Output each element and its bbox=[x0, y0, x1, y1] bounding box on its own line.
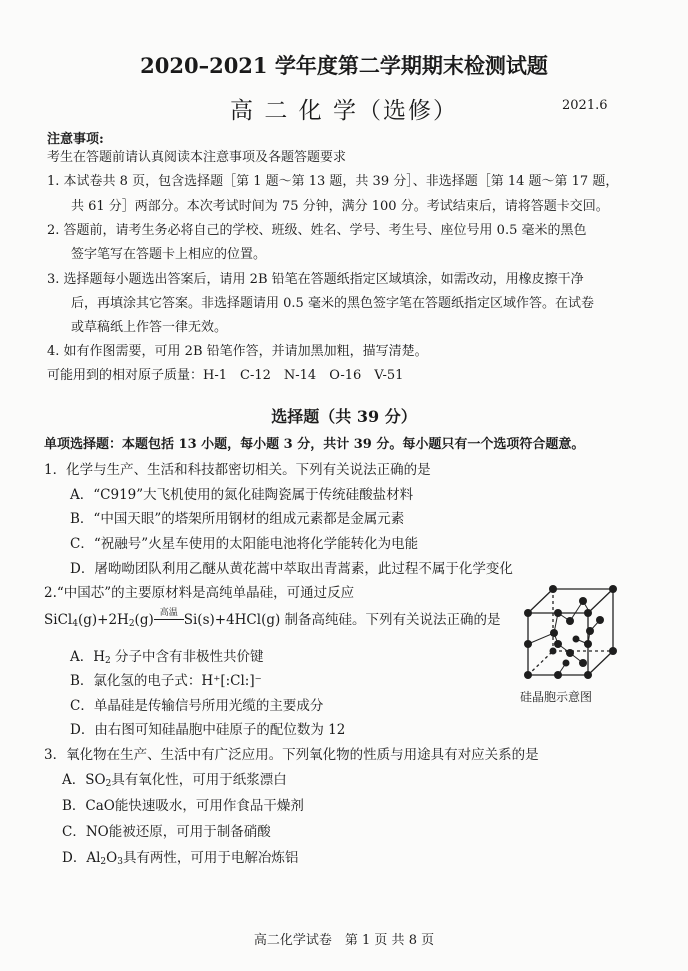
q3-d-sub: 2 bbox=[100, 857, 107, 867]
section-instruction: 单项选择题：本题包括 13 小题，每小题 3 分，共计 39 分。每小题只有一个选项符合题意。 bbox=[44, 437, 585, 452]
hcl-electron-formula: H⁺[:Cl:]⁻ bbox=[201, 673, 262, 689]
notes-line: 后，再填涂其它答案。非选择题请用 0.5 毫米的黑色签字笔在答题纸指定区域作答。在试卷 bbox=[71, 296, 594, 311]
q3-option-b: B．CaO能快速吸水，可用作食品干燥剂 bbox=[62, 798, 304, 814]
q3-option-d bbox=[62, 846, 298, 867]
section-title: 选择题（共 39 分） bbox=[271, 407, 417, 426]
page-footer: 高二化学试卷 第 1 页 共 8 页 bbox=[253, 933, 435, 948]
atomic-masses: 可能用到的相对原子质量：H-1 C-12 N-14 O-16 V-51 bbox=[47, 368, 404, 383]
q2-equation bbox=[44, 608, 501, 629]
q2-option-b bbox=[70, 669, 262, 689]
eq-reactant-c: (g) bbox=[134, 612, 154, 628]
q2-a-part: A．H bbox=[70, 649, 106, 665]
eq-subscript: 4 bbox=[72, 619, 78, 629]
notes-line: 共 61 分］两部分。本次考试时间为 75 分钟，满分 100 分。考试结束后，请将答题卡交回。 bbox=[71, 199, 609, 214]
notes-line: 3. 选择题每小题选出答案后，请用 2B 铅笔在答题纸指定区域填涂，如需改动，用橡皮擦干净 bbox=[47, 272, 584, 287]
q1-option-b: B．“中国天眼”的塔架所用钢材的组成元素都是金属元素 bbox=[70, 511, 405, 527]
q3-stem: 3．氧化物在生产、生活中有广泛应用。下列氧化物的性质与用途具有对应关系的是 bbox=[44, 747, 539, 763]
notes-line: 或草稿纸上作答一律无效。 bbox=[71, 320, 228, 335]
q2-b-text: B．氯化氢的电子式： bbox=[70, 673, 202, 689]
eq-subscript: 2 bbox=[128, 619, 135, 629]
notes-heading: 注意事项: bbox=[47, 132, 104, 147]
q1-option-d: D．屠呦呦团队利用乙醚从黄花蒿中萃取出青蒿素，此过程不属于化学变化 bbox=[70, 561, 513, 577]
q3-a-sub: 2 bbox=[105, 779, 112, 789]
silicon-crystal-diagram bbox=[518, 583, 618, 683]
notes-line: 2. 答题前，请考生务必将自己的学校、班级、姓名、学号、考生号、座位号用 0.5 毫米的黑色 bbox=[47, 223, 587, 238]
q2-option-c: C．单晶硅是传输信号所用光缆的主要成分 bbox=[70, 698, 324, 714]
eq-tail: 制备高纯硅。下列有关说法正确的是 bbox=[280, 612, 501, 628]
crystal-caption: 硅晶胞示意图 bbox=[520, 690, 593, 704]
q1-stem: 1．化学与生产、生活和科技都密切相关。下列有关说法正确的是 bbox=[44, 462, 431, 478]
notes-line: 签字笔写在答题卡上相应的位置。 bbox=[71, 247, 267, 262]
q3-d-rest: 具有两性，可用于电解冶炼铝 bbox=[122, 850, 299, 866]
exam-date: 2021.6 bbox=[562, 98, 608, 113]
q3-a-part: A．SO bbox=[62, 772, 106, 788]
exam-title: 2020–2021 学年度第二学期期末检测试题 bbox=[140, 53, 548, 78]
eq-arrow-line bbox=[154, 619, 184, 620]
eq-condition-label: 高温 bbox=[159, 608, 178, 618]
eq-reactant-b: (g)+2H bbox=[77, 612, 129, 628]
q3-option-c: C．NO能被还原，可用于制备硝酸 bbox=[62, 824, 271, 840]
unit-cell-edges bbox=[528, 589, 613, 675]
q2-a-sub: 2 bbox=[105, 656, 111, 666]
q2-a-rest: 分子中含有非极性共价键 bbox=[110, 649, 264, 665]
q3-option-a bbox=[62, 768, 287, 789]
q3-d-part: D．Al bbox=[62, 850, 101, 866]
notes-intro: 考生在答题前请认真阅读本注意事项及各题答题要求 bbox=[47, 150, 347, 165]
notes-line: 4. 如有作图需要，可用 2B 铅笔作答，并请加黑加粗，描写清楚。 bbox=[47, 344, 428, 359]
eq-reactant-a: SiCl bbox=[44, 612, 73, 628]
notes-line: 1. 本试卷共 8 页，包含选择题［第 1 题～第 13 题，共 39 分］、非选择题［第 14 题～第 17 题， bbox=[47, 174, 619, 189]
q3-d-part: O bbox=[106, 850, 118, 866]
exam-subtitle: 高 二 化 学（选修） bbox=[230, 98, 458, 124]
eq-product: Si(s)+4HCl(g) bbox=[183, 612, 281, 628]
q2-option-a bbox=[70, 645, 264, 666]
q2-stem: 2.“中国芯”的主要原材料是高纯单晶硅，可通过反应 bbox=[44, 585, 355, 601]
q3-d-sub: 3 bbox=[117, 857, 123, 867]
q2-option-d: D．由右图可知硅晶胞中硅原子的配位数为 12 bbox=[70, 722, 346, 738]
q1-option-a: A．“C919”大飞机使用的氮化硅陶瓷属于传统硅酸盐材料 bbox=[70, 487, 414, 503]
eq-condition bbox=[154, 608, 184, 628]
q1-option-c: C．“祝融号”火星车使用的太阳能电池将化学能转化为电能 bbox=[70, 536, 419, 552]
q3-a-rest: 具有氧化性，可用于纸浆漂白 bbox=[111, 772, 287, 788]
